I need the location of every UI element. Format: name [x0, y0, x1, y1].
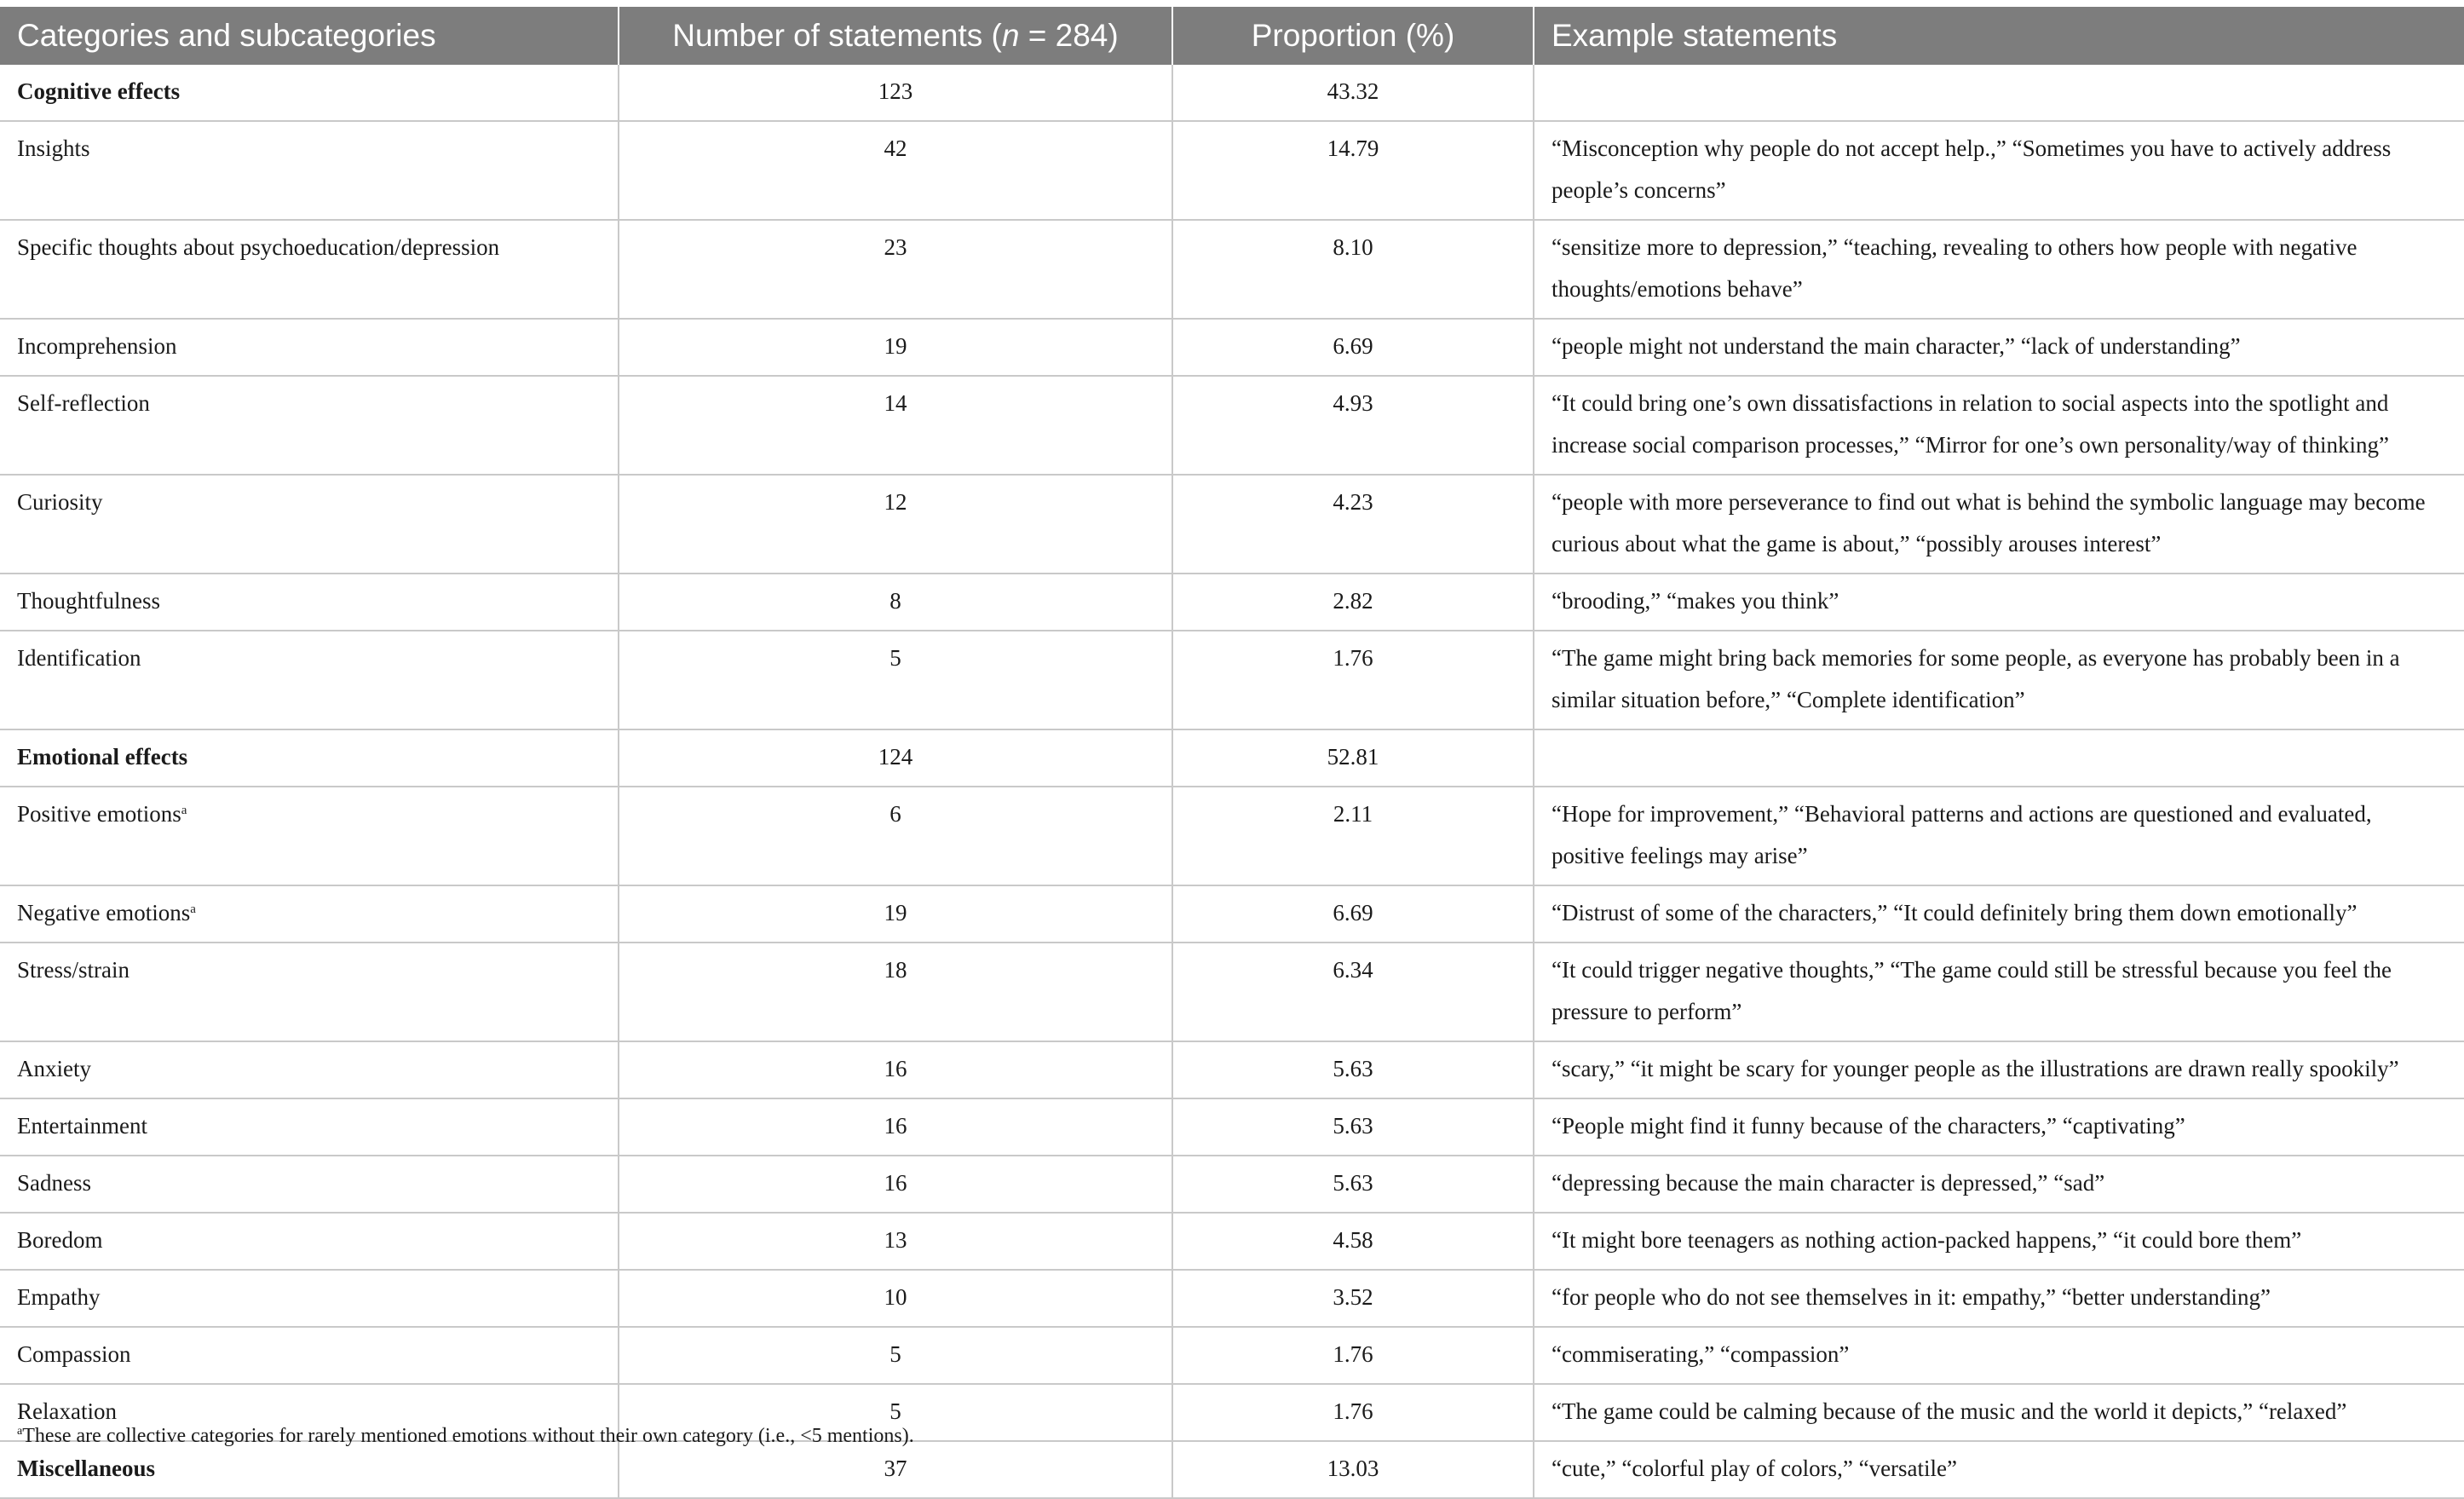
- cell-category: [0, 787, 619, 885]
- header-count: [619, 7, 1172, 65]
- cell-proportion: 6.69: [1172, 885, 1534, 943]
- table-row: [0, 885, 2464, 943]
- cell-proportion: 43.32: [1172, 65, 1534, 121]
- category-label: Boredom: [17, 1227, 103, 1253]
- cell-example: “for people who do not see themselves in it: empathy,” “better understanding”: [1534, 1270, 2464, 1327]
- cell-example: “Distrust of some of the characters,” “It could definitely bring them down emotionally”: [1534, 885, 2464, 943]
- cell-category: [0, 319, 619, 376]
- cell-example: “People might find it funny because of the characters,” “captivating”: [1534, 1098, 2464, 1156]
- cell-category: [0, 1156, 619, 1213]
- category-label: Stress/strain: [17, 957, 130, 983]
- cell-example: “sensitize more to depression,” “teaching, revealing to others how people with negative thoughts/emotions behave”: [1534, 220, 2464, 319]
- cell-example: [1534, 65, 2464, 121]
- cell-proportion: 6.34: [1172, 943, 1534, 1041]
- cell-proportion: 4.23: [1172, 475, 1534, 574]
- cell-example: “It could bring one’s own dissatisfactions in relation to social aspects into the spotlight and increase social comparison processes,” “Mirror for one’s own personality/way of thinking”: [1534, 376, 2464, 475]
- cell-count: 8: [619, 574, 1172, 631]
- category-label: Empathy: [17, 1284, 101, 1310]
- cell-proportion: 5.63: [1172, 1156, 1534, 1213]
- results-table: [0, 7, 2464, 1499]
- cell-example: [1534, 729, 2464, 787]
- table-header: [0, 7, 2464, 65]
- table-row: [0, 1270, 2464, 1327]
- table-body: [0, 65, 2464, 1498]
- category-label: Specific thoughts about psychoeducation/depression: [17, 234, 500, 260]
- cell-proportion: 14.79: [1172, 121, 1534, 220]
- cell-category: [0, 1041, 619, 1098]
- header-category: Categories and subcategories: [0, 7, 619, 65]
- cell-proportion: 5.63: [1172, 1098, 1534, 1156]
- cell-proportion: 2.11: [1172, 787, 1534, 885]
- cell-proportion: 2.82: [1172, 574, 1534, 631]
- cell-category: [0, 1327, 619, 1384]
- cell-count: 18: [619, 943, 1172, 1041]
- cell-count: 123: [619, 65, 1172, 121]
- category-label: Emotional effects: [17, 744, 188, 770]
- category-label: Entertainment: [17, 1113, 147, 1139]
- cell-example: “It might bore teenagers as nothing action-packed happens,” “it could bore them”: [1534, 1213, 2464, 1270]
- cell-example: “people with more perseverance to find out what is behind the symbolic language may become curious about what the game is about,” “possibly arouses interest”: [1534, 475, 2464, 574]
- cell-proportion: 1.76: [1172, 1384, 1534, 1441]
- cell-category: [0, 1098, 619, 1156]
- category-label: Relaxation: [17, 1398, 117, 1424]
- cell-example: “cute,” “colorful play of colors,” “versatile”: [1534, 1441, 2464, 1498]
- cell-count: 5: [619, 1327, 1172, 1384]
- cell-example: “The game could be calming because of the music and the world it depicts,” “relaxed”: [1534, 1384, 2464, 1441]
- cell-example: “scary,” “it might be scary for younger people as the illustrations are drawn really spookily”: [1534, 1041, 2464, 1098]
- category-label: Thoughtfulness: [17, 588, 160, 614]
- footnote-text: These are collective categories for rarely mentioned emotions without their own category (i.e., <5 mentions).: [22, 1425, 914, 1447]
- category-label: Negative emotions: [17, 900, 191, 925]
- footnote-marker: a: [181, 804, 187, 817]
- cell-proportion: 5.63: [1172, 1041, 1534, 1098]
- cell-count: 19: [619, 885, 1172, 943]
- cell-count: 19: [619, 319, 1172, 376]
- cell-proportion: 6.69: [1172, 319, 1534, 376]
- category-label: Anxiety: [17, 1056, 91, 1081]
- cell-example: “Misconception why people do not accept help.,” “Sometimes you have to actively address people’s concerns”: [1534, 121, 2464, 220]
- category-label: Curiosity: [17, 489, 103, 515]
- category-row: [0, 65, 2464, 121]
- cell-category: [0, 1441, 619, 1498]
- category-label: Incomprehension: [17, 333, 177, 359]
- table-row: [0, 943, 2464, 1041]
- cell-category: [0, 1270, 619, 1327]
- table-row: [0, 376, 2464, 475]
- table-row: [0, 319, 2464, 376]
- cell-example: “The game might bring back memories for some people, as everyone has probably been in a similar situation before,” “Complete identification”: [1534, 631, 2464, 729]
- cell-proportion: 8.10: [1172, 220, 1534, 319]
- cell-proportion: 13.03: [1172, 1441, 1534, 1498]
- cell-category: [0, 475, 619, 574]
- cell-category: [0, 631, 619, 729]
- cell-category: [0, 65, 619, 121]
- header-count-n: n: [1001, 18, 1020, 53]
- cell-count: 16: [619, 1098, 1172, 1156]
- cell-category: [0, 885, 619, 943]
- footnote-mark: a: [17, 1425, 23, 1438]
- footnote-marker: a: [190, 902, 196, 916]
- table-row: [0, 574, 2464, 631]
- category-label: Sadness: [17, 1170, 91, 1196]
- cell-count: 124: [619, 729, 1172, 787]
- cell-count: 13: [619, 1213, 1172, 1270]
- category-label: Positive emotions: [17, 801, 181, 827]
- cell-count: 16: [619, 1156, 1172, 1213]
- cell-count: 5: [619, 1384, 1172, 1441]
- cell-count: 42: [619, 121, 1172, 220]
- cell-proportion: 1.76: [1172, 1327, 1534, 1384]
- cell-category: [0, 1213, 619, 1270]
- cell-example: “commiserating,” “compassion”: [1534, 1327, 2464, 1384]
- table-row: [0, 1041, 2464, 1098]
- cell-category: [0, 574, 619, 631]
- cell-example: “people might not understand the main character,” “lack of understanding”: [1534, 319, 2464, 376]
- category-label: Identification: [17, 645, 141, 671]
- category-label: Self-reflection: [17, 390, 150, 416]
- category-label: Miscellaneous: [17, 1456, 155, 1481]
- header-row: [0, 7, 2464, 65]
- table-row: [0, 631, 2464, 729]
- category-row: [0, 1441, 2464, 1498]
- cell-count: 14: [619, 376, 1172, 475]
- cell-example: “depressing because the main character is depressed,” “sad”: [1534, 1156, 2464, 1213]
- cell-count: 37: [619, 1441, 1172, 1498]
- cell-count: 16: [619, 1041, 1172, 1098]
- table-row: [0, 220, 2464, 319]
- cell-category: [0, 943, 619, 1041]
- cell-count: 12: [619, 475, 1172, 574]
- category-label: Cognitive effects: [17, 78, 181, 104]
- table-row: [0, 1098, 2464, 1156]
- cell-count: 5: [619, 631, 1172, 729]
- header-proportion: Proportion (%): [1172, 7, 1534, 65]
- header-count-suffix: = 284): [1019, 18, 1119, 53]
- table-row: [0, 121, 2464, 220]
- cell-category: [0, 729, 619, 787]
- cell-proportion: 4.58: [1172, 1213, 1534, 1270]
- cell-example: “It could trigger negative thoughts,” “The game could still be stressful because you feel the pressure to perform”: [1534, 943, 2464, 1041]
- header-examples: Example statements: [1534, 7, 2464, 65]
- cell-category: [0, 220, 619, 319]
- table-row: [0, 1213, 2464, 1270]
- cell-count: 10: [619, 1270, 1172, 1327]
- cell-proportion: 4.93: [1172, 376, 1534, 475]
- cell-proportion: 3.52: [1172, 1270, 1534, 1327]
- table-row: [0, 1156, 2464, 1213]
- cell-example: “Hope for improvement,” “Behavioral patterns and actions are questioned and evaluated, positive feelings may arise”: [1534, 787, 2464, 885]
- table-footnote: [17, 1423, 914, 1449]
- category-row: [0, 729, 2464, 787]
- cell-example: “brooding,” “makes you think”: [1534, 574, 2464, 631]
- cell-category: [0, 121, 619, 220]
- table-row: [0, 787, 2464, 885]
- table-row: [0, 475, 2464, 574]
- cell-count: 6: [619, 787, 1172, 885]
- header-count-prefix: Number of statements (: [672, 18, 1002, 53]
- cell-count: 23: [619, 220, 1172, 319]
- cell-proportion: 52.81: [1172, 729, 1534, 787]
- table-row: [0, 1327, 2464, 1384]
- cell-category: [0, 376, 619, 475]
- cell-proportion: 1.76: [1172, 631, 1534, 729]
- category-label: Compassion: [17, 1341, 131, 1367]
- category-label: Insights: [17, 135, 90, 161]
